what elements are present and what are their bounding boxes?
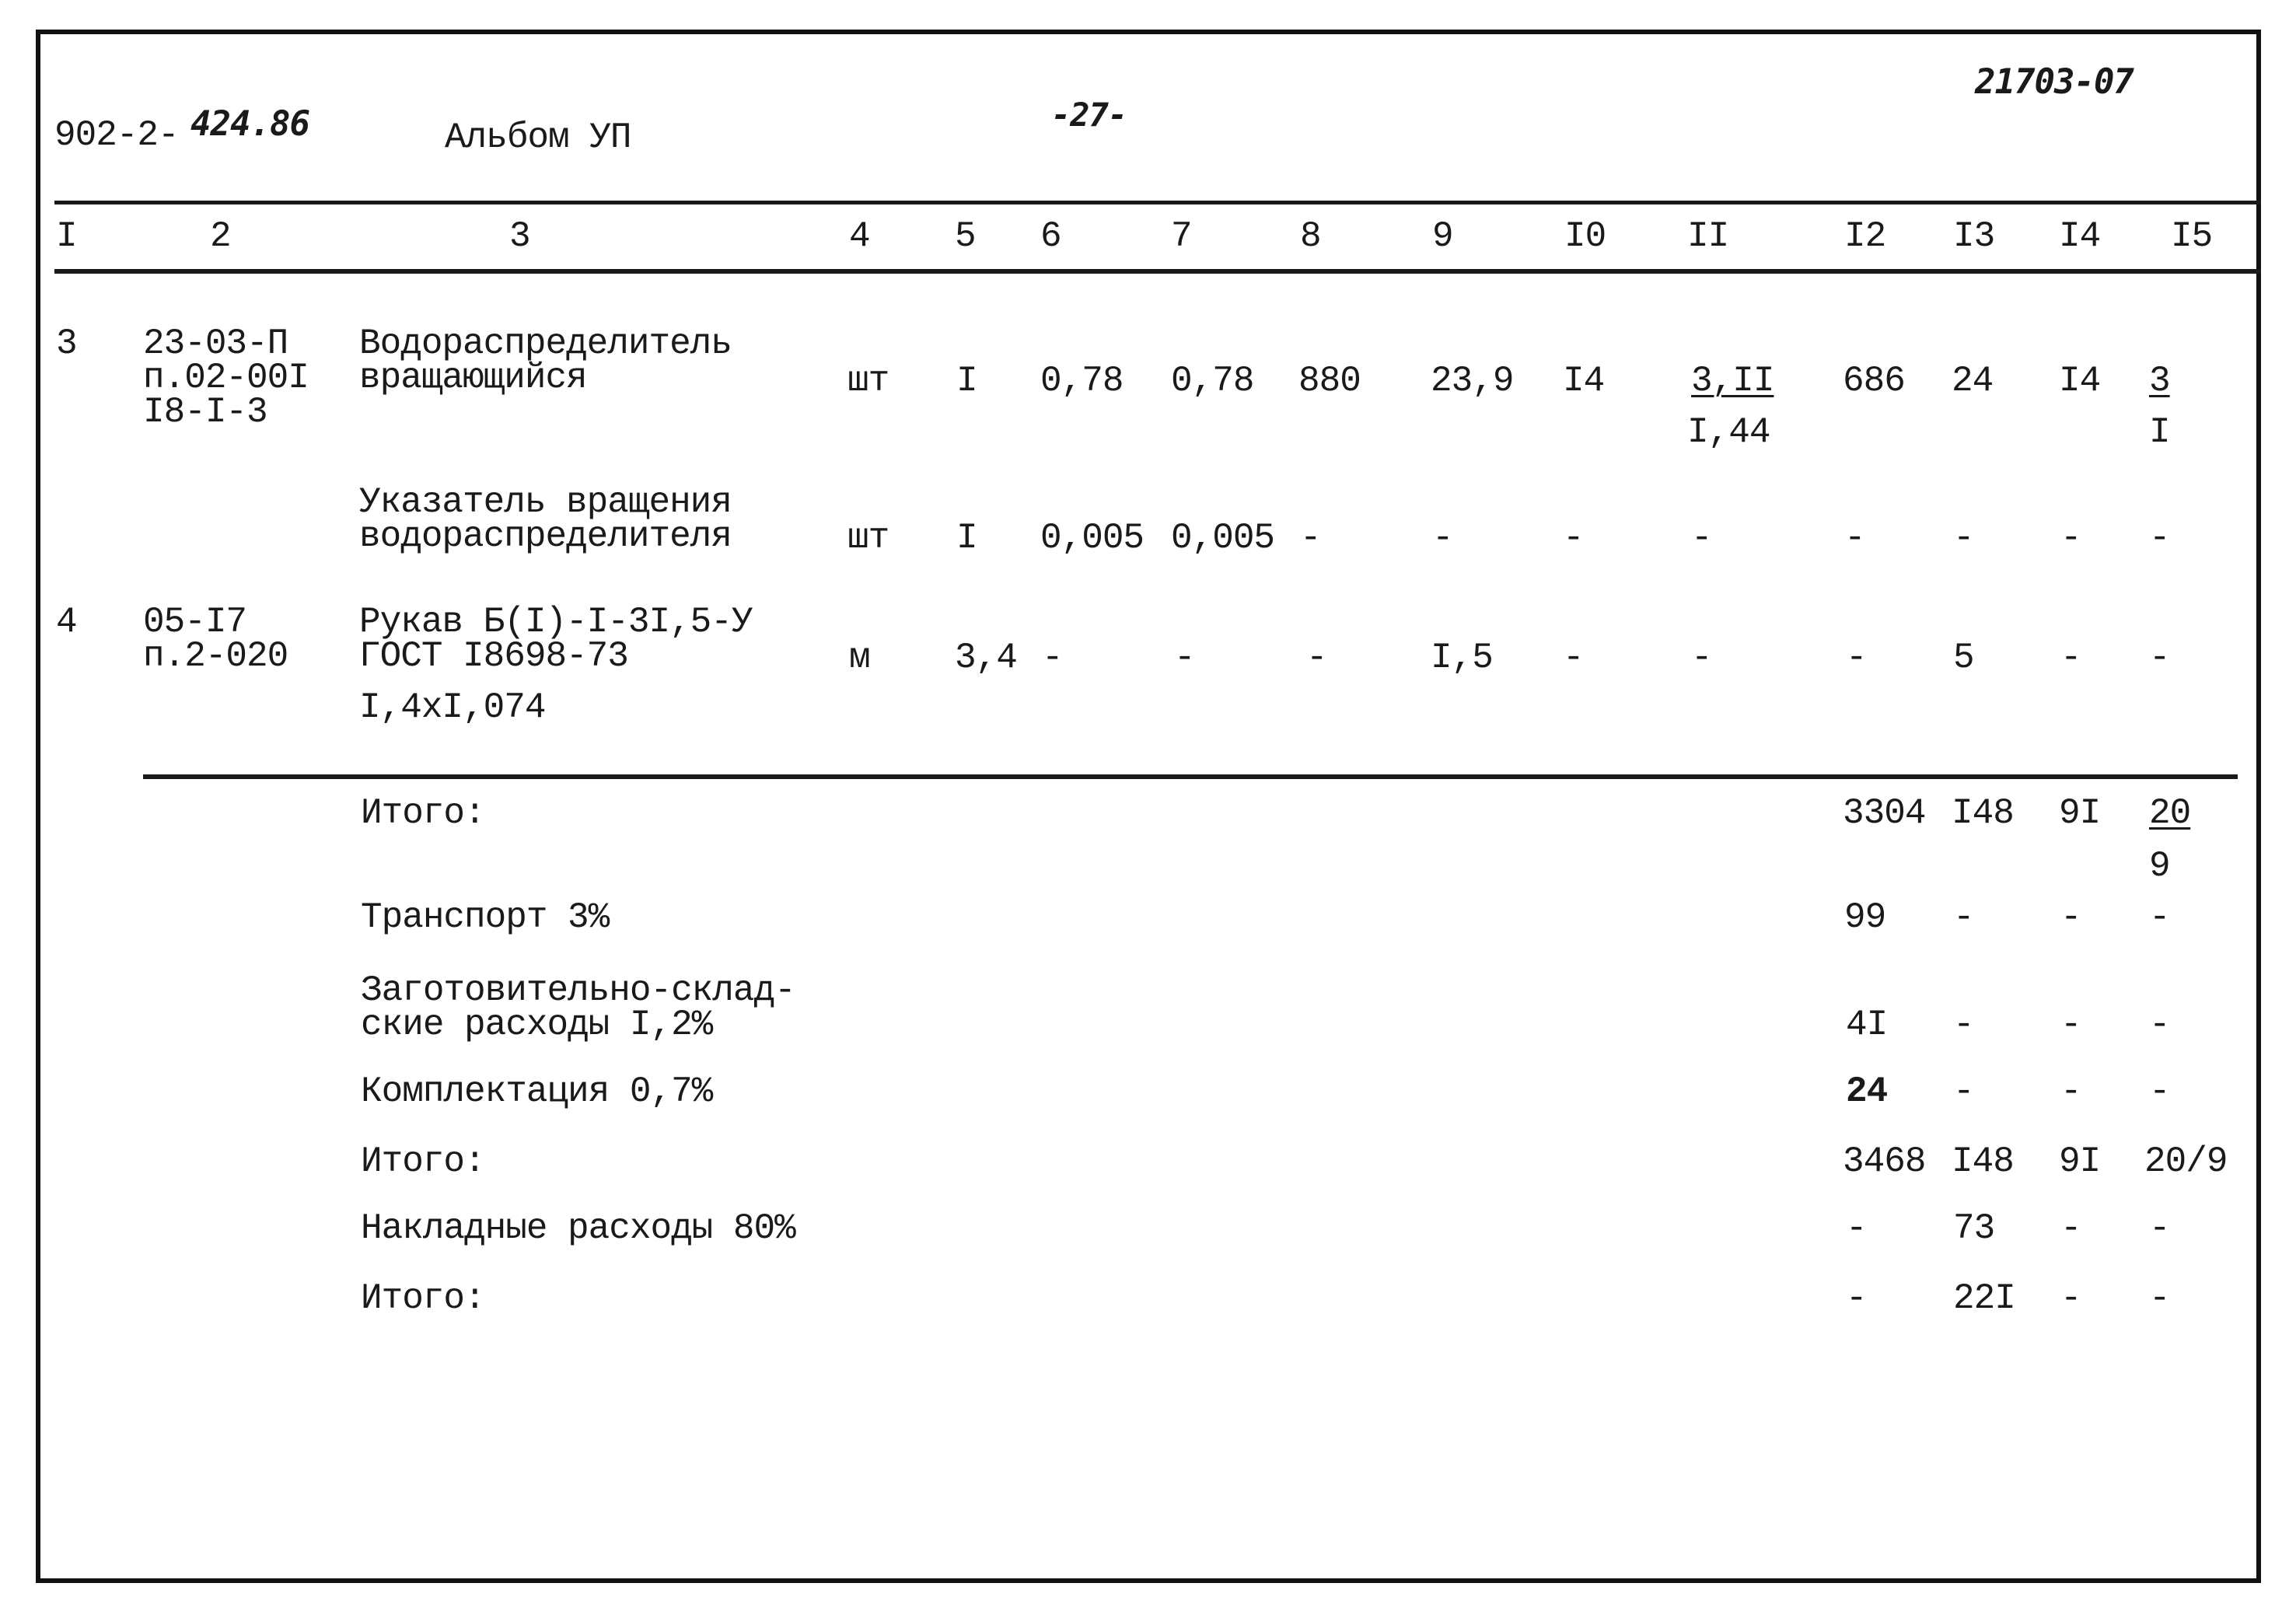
- totals-col12: 3304: [1843, 793, 1926, 833]
- totals-col15: -: [2149, 1071, 2170, 1112]
- row-col7: -: [1174, 638, 1195, 678]
- column-number: 3: [509, 216, 530, 257]
- totals-label-line: Заготовительно-склад-: [361, 970, 795, 1011]
- row-code-line: п.2-020: [143, 636, 288, 676]
- totals-col15-numerator: 20: [2149, 793, 2191, 833]
- row-code-line: 23-03-П: [143, 323, 288, 364]
- row-col15-numerator: 3: [2149, 361, 2170, 401]
- totals-col13: -: [1953, 1005, 1974, 1045]
- row-col11-numerator: 3,II: [1691, 361, 1774, 401]
- totals-col13: -: [1953, 1071, 1974, 1112]
- row-col15-denominator: I: [2149, 412, 2170, 453]
- row-col12: -: [1846, 638, 1867, 678]
- row-col13: 5: [1953, 638, 1974, 678]
- column-number: 5: [955, 216, 976, 257]
- doc-code-handwritten: 424.86: [190, 104, 309, 144]
- totals-col13: 73: [1953, 1208, 1995, 1249]
- row-code-line: п.02-00I: [143, 358, 309, 398]
- totals-label: Комплектация 0,7%: [361, 1071, 713, 1112]
- totals-col14: -: [2060, 1071, 2081, 1112]
- row-qty: I: [956, 361, 977, 401]
- totals-col14: 9I: [2059, 793, 2101, 833]
- column-number: I2: [1844, 216, 1886, 257]
- totals-col14: -: [2060, 1278, 2081, 1319]
- row-qty: 3,4: [955, 638, 1017, 678]
- row-col15: -: [2149, 638, 2170, 678]
- doc-code-prefix: 902-2-: [54, 115, 179, 156]
- row-col9: -: [1432, 518, 1453, 558]
- totals-label: Итого:: [361, 1278, 485, 1319]
- totals-col14: -: [2060, 1005, 2081, 1045]
- totals-col12: 24: [1846, 1071, 1888, 1112]
- row-col9: I,5: [1431, 638, 1493, 678]
- row-col10: I4: [1563, 361, 1605, 401]
- row-name-line: Водораспределитель: [359, 323, 732, 364]
- row-col8: 880: [1298, 361, 1361, 401]
- row-name-line: вращающийся: [359, 358, 587, 398]
- column-number: 6: [1040, 216, 1061, 257]
- totals-label-line: ские расходы I,2%: [361, 1005, 713, 1045]
- row-col12: 686: [1843, 361, 1905, 401]
- column-number: 2: [210, 216, 231, 257]
- column-number: I4: [2059, 216, 2101, 257]
- header-bottom-rule: [54, 269, 2261, 274]
- column-number: II: [1687, 216, 1729, 257]
- totals-col14: 9I: [2059, 1141, 2101, 1182]
- column-number: I5: [2171, 216, 2213, 257]
- totals-col12: -: [1846, 1278, 1867, 1319]
- row-code-line: I8-I-3: [143, 392, 267, 432]
- row-name-line: I,4хI,074: [359, 687, 546, 728]
- column-number: 9: [1432, 216, 1453, 257]
- row-col9: 23,9: [1431, 361, 1514, 401]
- totals-rule: [143, 774, 2238, 779]
- row-col7: 0,78: [1171, 361, 1254, 401]
- column-number: I0: [1564, 216, 1606, 257]
- row-qty: I: [956, 518, 977, 558]
- totals-label: Итого:: [361, 1141, 485, 1182]
- row-number: 4: [56, 602, 77, 642]
- column-number: 4: [849, 216, 870, 257]
- row-unit: м: [849, 638, 870, 678]
- row-col6: -: [1042, 638, 1063, 678]
- row-name-line: Рукав Б(I)-I-3I,5-У: [359, 602, 753, 642]
- row-col8: -: [1300, 518, 1321, 558]
- row-code-line: 05-I7: [143, 602, 247, 642]
- row-col7: 0,005: [1171, 518, 1275, 558]
- row-col10: -: [1563, 638, 1584, 678]
- totals-col15: -: [2149, 897, 2170, 938]
- totals-col13: 22I: [1953, 1278, 2015, 1319]
- totals-label: Транспорт 3%: [361, 897, 610, 938]
- totals-col12: 99: [1844, 897, 1886, 938]
- totals-label: Итого:: [361, 793, 485, 833]
- totals-col15: -: [2149, 1208, 2170, 1249]
- row-col14: -: [2060, 518, 2081, 558]
- row-col8: -: [1306, 638, 1327, 678]
- row-col11-denominator: I,44: [1687, 412, 1770, 453]
- totals-col13: I48: [1952, 1141, 2014, 1182]
- totals-col12: 4I: [1846, 1005, 1888, 1045]
- archive-number: 21703-07: [1975, 62, 2133, 102]
- row-col12: -: [1844, 518, 1865, 558]
- totals-col15: -: [2149, 1278, 2170, 1319]
- row-col14: I4: [2059, 361, 2101, 401]
- totals-col12: -: [1846, 1208, 1867, 1249]
- page-number: -27-: [1051, 96, 1127, 134]
- row-col13: -: [1953, 518, 1974, 558]
- row-unit: шт: [847, 361, 889, 401]
- row-unit: шт: [847, 518, 889, 558]
- row-col11: -: [1691, 638, 1712, 678]
- totals-col15-denominator: 9: [2149, 846, 2170, 886]
- album-title: Альбом УП: [445, 117, 631, 158]
- row-name-line: ГОСТ I8698-73: [359, 636, 628, 676]
- totals-col14: -: [2060, 1208, 2081, 1249]
- row-col10: -: [1563, 518, 1584, 558]
- totals-col15: 20/9: [2144, 1141, 2228, 1182]
- header-top-rule: [54, 201, 2261, 204]
- totals-col13: -: [1953, 897, 1974, 938]
- column-number: I: [56, 216, 77, 257]
- row-col13: 24: [1952, 361, 1994, 401]
- column-number: I3: [1953, 216, 1995, 257]
- totals-label: Накладные расходы 80%: [361, 1208, 795, 1249]
- row-col6: 0,005: [1040, 518, 1145, 558]
- row-col14: -: [2060, 638, 2081, 678]
- column-number: 8: [1300, 216, 1321, 257]
- totals-col13: I48: [1952, 793, 2014, 833]
- row-name-line: Указатель вращения: [359, 482, 732, 522]
- totals-col15: -: [2149, 1005, 2170, 1045]
- row-name-line: водораспределителя: [359, 516, 732, 557]
- column-number: 7: [1171, 216, 1192, 257]
- row-col11: -: [1691, 518, 1712, 558]
- totals-col12: 3468: [1843, 1141, 1926, 1182]
- totals-col14: -: [2060, 897, 2081, 938]
- row-col6: 0,78: [1040, 361, 1124, 401]
- row-number: 3: [56, 323, 77, 364]
- row-col15: -: [2149, 518, 2170, 558]
